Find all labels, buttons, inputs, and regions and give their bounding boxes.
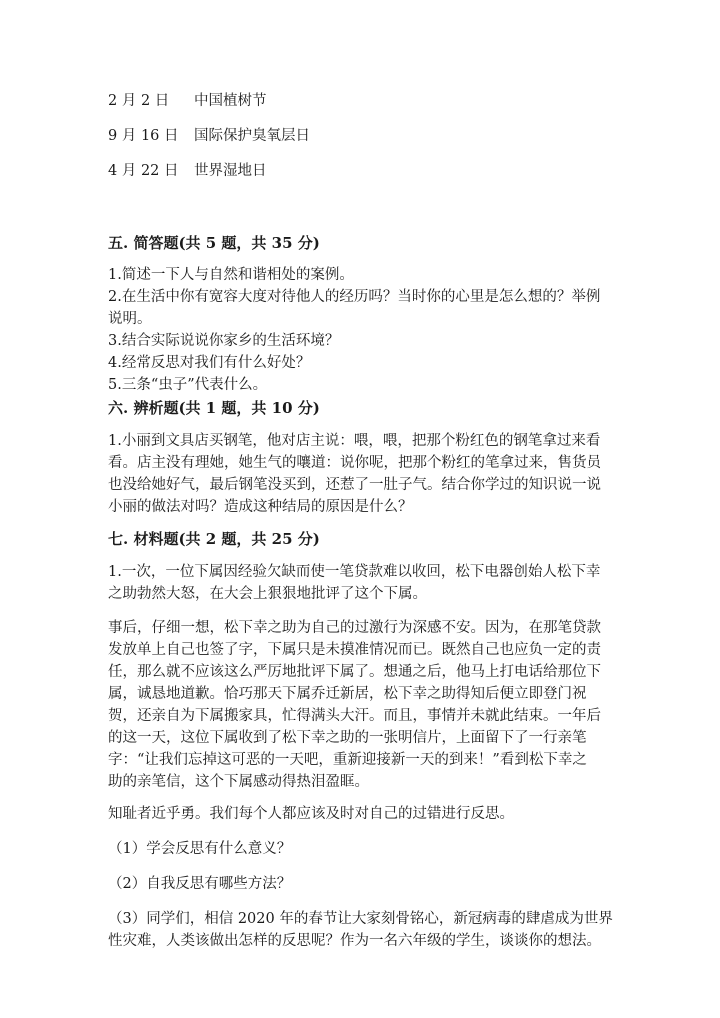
sub-question: （1）学会反思有什么意义？: [108, 841, 292, 857]
paragraph-line: 之助勃然大怒，在大会上狠狠地批评了这个下属。: [108, 586, 427, 602]
question-line: 2.在生活中你有宽容大度对待他人的经历吗？当时你的心里是怎么想的？举例: [108, 289, 601, 305]
event-name: 国际保护臭氧层日: [194, 128, 310, 144]
paragraph-line: 任，那么就不应该这么严厉地批评下属了。想通之后，他马上打电话给那位下: [108, 664, 601, 680]
paragraph-line: 助的亲笔信，这个下属感动得热泪盈眶。: [108, 774, 369, 790]
date-item: 4 月 22 日: [108, 163, 179, 179]
paragraph-line: 1.一次，一位下属因经验欠缺而使一笔贷款难以收回，松下电器创始人松下幸: [108, 564, 601, 580]
section-heading: 六. 辨析题(共 1 题，共 10 分): [108, 399, 320, 417]
date-item: 2 月 2 日: [108, 93, 170, 109]
paragraph-line: 发放单上自己也签了字，下属只是未摸准情况而已。既然自己也应负一定的责: [108, 642, 601, 658]
paragraph-line: 属，诚恳地道歉。恰巧那天下属乔迁新居，松下幸之助得知后便立即登门祝: [108, 686, 587, 702]
question-line: 4.经常反思对我们有什么好处？: [108, 355, 311, 371]
event-name: 世界湿地日: [194, 163, 267, 179]
paragraph-line: 小丽的做法对吗？造成这种结局的原因是什么？: [108, 499, 413, 515]
paragraph-line: 知耻者近乎勇。我们每个人都应该及时对自己的过错进行反思。: [108, 806, 514, 822]
question-line: 说明。: [108, 311, 152, 327]
paragraph-line: 看。店主没有理她，她生气的嚷道：说你呢，把那个粉红的笔拿过来，售货员: [108, 455, 601, 471]
paragraph-line: 贺，还亲自为下属搬家具，忙得满头大汗。而且，事情并未就此结束。一年后: [108, 708, 601, 724]
sub-question: （2）自我反思有哪些方法？: [108, 876, 292, 892]
sub-question: 性灾难，人类该做出怎样的反思呢？作为一名六年级的学生，谈谈你的想法。: [108, 933, 601, 949]
question-line: 1.简述一下人与自然和谐相处的案例。: [108, 267, 354, 283]
paragraph-line: 也没给她好气，最后钢笔没买到，还惹了一肚子气。结合你学过的知识说一说: [108, 477, 601, 493]
section-heading: 七. 材料题(共 2 题，共 25 分): [108, 530, 320, 548]
event-name: 中国植树节: [194, 93, 267, 109]
paragraph-line: 字：“让我们忘掉这可恶的一天吧，重新迎接新一天的到来！”看到松下幸之: [108, 752, 587, 768]
question-line: 5.三条“虫子”代表什么。: [108, 377, 268, 393]
section-heading: 五. 简答题(共 5 题，共 35 分): [108, 234, 320, 252]
sub-question: （3）同学们，相信 2020 年的春节让大家刻骨铭心，新冠病毒的肆虐成为世界: [108, 911, 613, 927]
paragraph-line: 1.小丽到文具店买钢笔，他对店主说：喂，喂，把那个粉红色的钢笔拿过来看: [108, 433, 601, 449]
date-item: 9 月 16 日: [108, 128, 179, 144]
paragraph-line: 的这一天，这位下属收到了松下幸之助的一张明信片，上面留下了一行亲笔: [108, 730, 587, 746]
paragraph-line: 事后，仔细一想，松下幸之助为自己的过激行为深感不安。因为，在那笔贷款: [108, 620, 601, 636]
question-line: 3.结合实际说说你家乡的生活环境？: [108, 333, 340, 349]
